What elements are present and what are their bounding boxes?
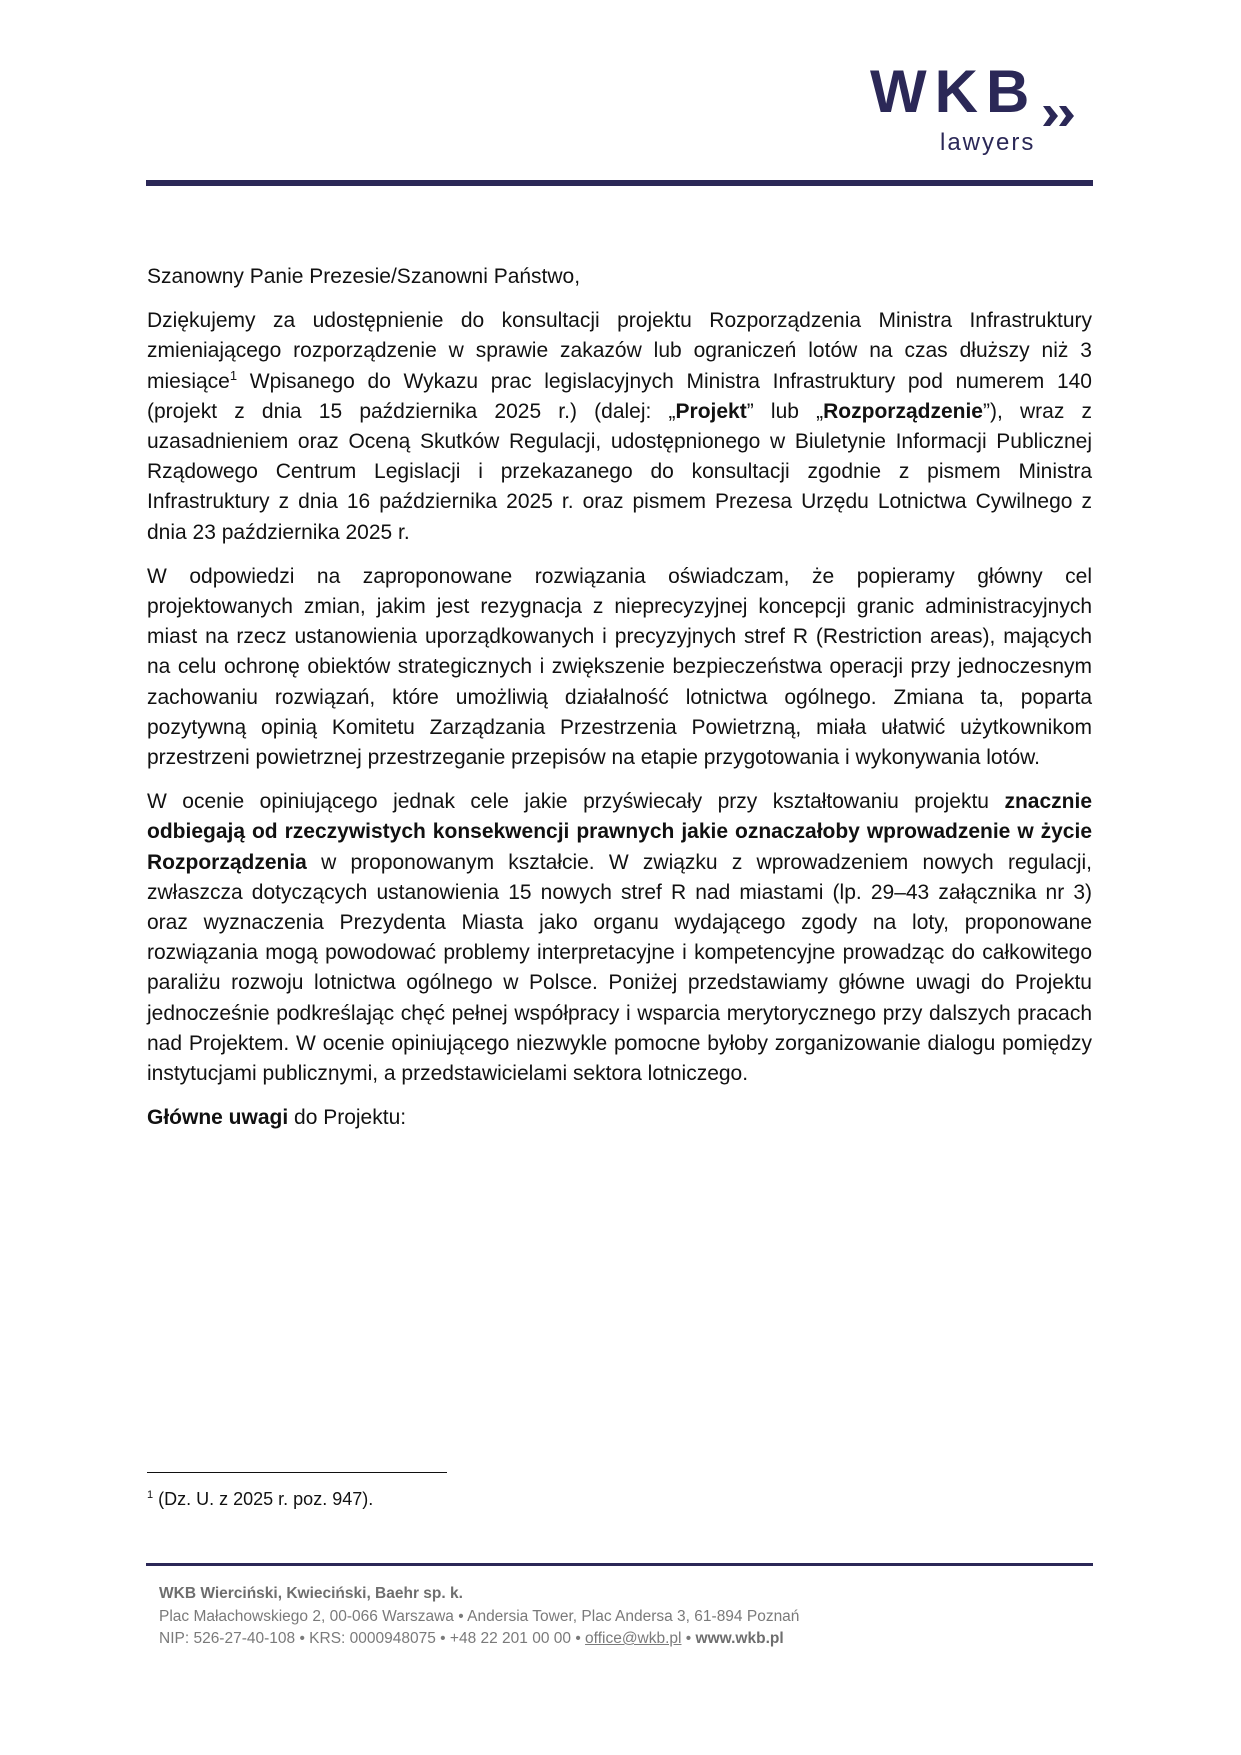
- text-run: W ocenie opiniującego jednak cele jakie przyświecały przy kształtowaniu projektu: [147, 790, 1005, 814]
- firm-address: Plac Małachowskiego 2, 00-066 Warszawa • Andersia Tower, Plac Andersa 3, 61-894 Poznań: [159, 1607, 800, 1625]
- header-divider: [146, 180, 1093, 186]
- text-run: Dziękujemy za udostępnienie do konsultacji projektu Rozporządzenia Ministra Infrastruktury zmieniającego rozporządzenie w sprawie zakazów lub ograniczeń lotów na czas dłuższy niż 3 miesiące: [147, 309, 1092, 393]
- footnote-separator: [147, 1472, 447, 1473]
- firm-ids: NIP: 526-27-40-108 • KRS: 0000948075 • +48 22 201 00 00 •: [159, 1630, 586, 1647]
- logo-wordmark: WKB: [870, 58, 1038, 125]
- email-link[interactable]: office@wkb.pl: [585, 1630, 682, 1647]
- emphasis-text: znacznie odbiegają od rzeczywistych konsekwencji prawnych jakie oznaczałoby wprowadzenie w życie Rozporządzenia: [147, 790, 1092, 874]
- wkb-logo: [868, 58, 1088, 166]
- defined-term-rozporzadzenie: Rozporządzenie: [823, 399, 983, 423]
- website-link[interactable]: www.wkb.pl: [695, 1630, 784, 1647]
- text-run: Wpisanego do Wykazu prac legislacyjnych Ministra Infrastruktury pod numerem 140 (projekt z dnia 15 października 2025 r.) (dalej: „: [147, 369, 1092, 423]
- text-run: ”), wraz z uzasadnieniem oraz Oceną Skutków Regulacji, udostępnionego w Biuletynie Informacji Publicznej Rządowego Centrum Legislacji i przekazanego do konsultacji zgodnie z pismem Ministra Infrastruktury z dnia 16 października 2025 r. oraz pismem Prezesa Urzędu Lotnictwa Cywilnego z dnia 23 października 2025 r.: [147, 399, 1093, 544]
- section-heading: [147, 1103, 1092, 1133]
- text-run: ” lub „: [746, 399, 824, 423]
- firm-contact: [159, 1628, 799, 1651]
- footnote-text: (Dz. U. z 2025 r. poz. 947).: [153, 1489, 374, 1509]
- page-footer: [159, 1583, 799, 1651]
- firm-name: WKB Wierciński, Kwieciński, Baehr sp. k.: [159, 1585, 463, 1602]
- footnote: [147, 1488, 373, 1510]
- text-run: w proponowanym kształcie. W związku z wprowadzeniem nowych regulacji, zwłaszcza dotyczących ustanowienia 15 nowych stref R nad miastami (lp. 29–43 załącznika nr 3) oraz wyznaczenia Prezydenta Miasta jako organu wydającego zgody na loty, proponowane rozwiązania mogą powodować problemy interpretacyjne i kompetencyjne prowadząc do całkowitego paraliżu rozwoju lotnictwa ogólnego w Polsce. Poniżej przedstawiamy główne uwagi do Projektu jednocześnie podkreślając chęć pełnej współpracy i wsparcia merytorycznego przy dalszych pracach nad Projektem. W ocenie opiniującego niezwykle pomocne byłoby zorganizowanie dialogu pomiędzy instytucjami publicznymi, a przedstawicielami sektora lotniczego.: [147, 850, 1092, 1086]
- footnote-number: 1: [147, 1489, 154, 1501]
- double-chevron-icon: [1042, 104, 1082, 134]
- salutation: Szanowny Panie Prezesie/Szanowni Państwo,: [147, 265, 581, 288]
- letter-body: [147, 262, 1092, 1147]
- paragraph-concerns: [147, 787, 1092, 1089]
- paragraph-support: W odpowiedzi na zaproponowane rozwiązania oświadczam, że popieramy główny cel projektowanych zmian, jakim jest rezygnacja z nieprecyzyjnej koncepcji granic administracyjnych miast na rzecz ustanowienia uporządkowanych i precyzyjnych stref R (Restriction areas), mających na celu ochronę obiektów strategicznych i zwiększenie bezpieczeństwa operacji przy jednoczesnym zachowaniu rozwiązań, które umożliwią działalność lotnictwa ogólnego. Zmiana ta, poparta pozytywną opinią Komitetu Zarządzania Przestrzenia Powietrzną, miała ułatwić użytkownikom przestrzeni powietrznej przestrzeganie przepisów na etapie przygotowania i wykonywania lotów.: [147, 564, 1092, 770]
- paragraph-intro: [147, 306, 1092, 548]
- separator: •: [681, 1630, 696, 1647]
- heading-rest: do Projektu:: [288, 1106, 407, 1130]
- heading-bold: Główne uwagi: [147, 1106, 289, 1130]
- logo-tagline: lawyers: [940, 129, 1036, 156]
- defined-term-projekt: Projekt: [675, 399, 747, 423]
- footer-divider: [146, 1563, 1093, 1566]
- footnote-ref[interactable]: 1: [229, 367, 238, 383]
